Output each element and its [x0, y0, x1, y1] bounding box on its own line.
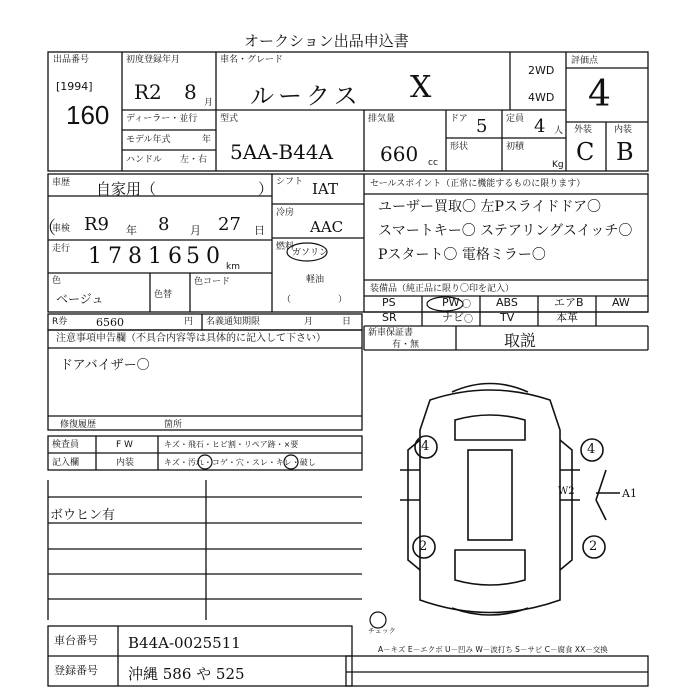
- mileage-last: 50: [186, 244, 226, 269]
- handle-label: ハンドル: [126, 155, 163, 165]
- manual-value: 取説: [504, 331, 537, 350]
- mileage-label: 走行: [52, 244, 71, 254]
- first-reg-month-unit: 月: [204, 98, 214, 108]
- rating-label: 評価点: [571, 56, 599, 66]
- sales-point-line3: Pスタート〇 電格ミラー〇: [378, 247, 546, 263]
- repair-placeholder: 箇所: [164, 420, 183, 430]
- equip-navi-circle: 〇: [464, 315, 474, 325]
- diagram-mark-front-left: 4: [421, 439, 430, 454]
- equip-abs: ABS: [496, 296, 518, 309]
- inspection-month: 8: [158, 214, 170, 235]
- model-year-unit: 年: [202, 135, 212, 145]
- rating-ext: C: [576, 138, 595, 166]
- type-label: 型式: [220, 114, 239, 124]
- rating-int-label: 内装: [614, 125, 633, 135]
- warranty-value: 有・無: [392, 340, 420, 350]
- diagram-mark-w2: W2: [558, 486, 575, 497]
- diagram-mark-rear-right: 2: [589, 539, 598, 554]
- displacement-label: 排気量: [368, 114, 396, 124]
- car-grade: X: [410, 70, 432, 105]
- diagram-check-text: チェック: [368, 627, 396, 635]
- color-value: ベージュ: [56, 292, 104, 306]
- entry-label: 記入欄: [52, 458, 80, 468]
- equip-tv: TV: [500, 311, 515, 324]
- equip-pw: PW: [442, 296, 460, 309]
- fuel-label: 燃料: [276, 242, 295, 252]
- inspection-mark: （: [38, 218, 56, 239]
- free-note-line1: ボウヒン有: [50, 508, 116, 523]
- mileage-value: 17816: [88, 244, 188, 269]
- inspection-month-unit: 月: [190, 224, 201, 237]
- equip-pw-circle: 〇: [462, 300, 472, 310]
- doors-value: 5: [476, 116, 488, 137]
- equip-aw: AW: [612, 296, 630, 309]
- inspection-year-unit: 年: [126, 224, 137, 237]
- drive-4wd: 4WD: [528, 91, 555, 104]
- shape-label: 形状: [450, 142, 469, 152]
- car-diagram: [400, 384, 620, 616]
- fuel-paren-open: （: [282, 295, 292, 305]
- repair-label: 修復履歴: [60, 420, 97, 430]
- sales-point-line2: スマートキー〇 ステアリングスイッチ〇: [378, 223, 633, 239]
- color-code-label: 色コード: [194, 277, 231, 287]
- inspector-label: 検査員: [52, 440, 80, 450]
- drive-2wd: 2WD: [528, 64, 555, 77]
- lot-code: [1994]: [56, 80, 93, 93]
- inspection-day-unit: 日: [254, 224, 265, 237]
- first-reg-era: R2: [134, 80, 162, 104]
- displacement-unit: cc: [428, 158, 438, 168]
- car-name-label: 車名・グレード: [220, 55, 284, 65]
- notes-line1: ドアバイザー〇: [60, 358, 150, 373]
- equip-sr: SR: [382, 311, 397, 324]
- diagram-mark-front-right: 4: [587, 442, 596, 457]
- color-label: 色: [52, 276, 62, 286]
- usage-close: ）: [258, 180, 274, 198]
- plate-label: 登録番号: [54, 664, 98, 677]
- notice-month-unit: 月: [304, 317, 314, 327]
- recycle-value: 6560: [96, 316, 124, 329]
- rating-score: 4: [588, 74, 611, 115]
- first-reg-label: 初度登録年月: [126, 55, 181, 65]
- chassis-value: B44A-0025511: [128, 634, 241, 652]
- notice-label: 名義通知期限: [206, 317, 261, 327]
- recycle-label: R券: [52, 317, 68, 327]
- inspection-label: 車検: [52, 224, 71, 234]
- inspection-day: 27: [218, 214, 241, 235]
- capacity-value: 4: [534, 116, 546, 137]
- equip-navi: ナビ: [442, 311, 464, 324]
- inspector-fw-opts: キズ・飛石・ヒビ割・リペア跡・×要: [164, 440, 299, 449]
- usage-value: 自家用（: [96, 180, 157, 198]
- chassis-label: 車台番号: [54, 634, 98, 647]
- recycle-unit: 円: [184, 317, 194, 327]
- shift-value: IAT: [312, 180, 338, 198]
- dealer-label: ディーラー・並行: [126, 114, 198, 124]
- rating-ext-label: 外装: [574, 125, 593, 135]
- mileage-unit: km: [226, 262, 240, 272]
- ac-value: AAC: [310, 218, 344, 236]
- car-name: ルークス: [250, 82, 362, 110]
- entry-int-opts: キズ・汚れ・コゲ・穴・スレ・キレ・破し: [164, 458, 316, 467]
- equip-ps: PS: [382, 296, 396, 309]
- fuel-diesel: 軽油: [306, 275, 325, 285]
- load-unit: Kg: [552, 160, 564, 170]
- form-title: オークション出品申込書: [244, 32, 409, 50]
- capacity-unit: 人: [554, 126, 564, 136]
- entry-interior: 内装: [116, 458, 135, 468]
- diagram-mark-rear-left: 2: [419, 539, 428, 554]
- notes-label: 注意事項申告欄（不具合内容等は具体的に記入して下さい）: [56, 333, 326, 344]
- ac-label: 冷房: [276, 208, 295, 218]
- shift-label: シフト: [276, 177, 304, 187]
- first-reg-month: 8: [184, 80, 197, 104]
- sales-point-line1: ユーザー買取〇 左Pスライドドア〇: [378, 199, 602, 215]
- capacity-label: 定員: [506, 114, 525, 124]
- initial-label: 初積: [506, 142, 525, 152]
- color-change-label: 色替: [154, 290, 173, 300]
- equipment-label: 装備品（純正品に限り〇印を記入）: [370, 284, 515, 294]
- equip-airbag: エアB: [554, 296, 584, 309]
- type-value: 5AA-B44A: [230, 140, 333, 164]
- warranty-label: 新車保証書: [368, 328, 414, 338]
- plate-value: 沖縄 586 や 525: [128, 665, 245, 683]
- fuel-paren-close: ）: [338, 295, 348, 305]
- doors-label: ドア: [450, 114, 468, 124]
- lot-label: 出品番号: [53, 55, 90, 65]
- notice-day-unit: 日: [342, 317, 352, 327]
- inspector-fw: F W: [116, 440, 133, 450]
- handle-opts: 左・右: [180, 155, 208, 165]
- inspection-era: R9: [84, 214, 110, 235]
- damage-legend: A－キズ E－エクボ U－凹み W－波打ち S－サビ C－腐食 XX－交換: [378, 645, 608, 654]
- lot-number: 160: [66, 100, 110, 130]
- equip-leather: 本革: [556, 311, 578, 324]
- displacement-value: 660: [380, 142, 419, 166]
- diagram-mark-a1: A1: [622, 487, 637, 500]
- model-year-label: モデル年式: [126, 135, 171, 145]
- rating-int: B: [616, 138, 634, 166]
- fuel-gas: ガソリン: [292, 248, 329, 258]
- usage-label: 車歴: [52, 178, 71, 188]
- sales-points-label: セールスポイント（正常に機能するものに限ります）: [370, 179, 586, 189]
